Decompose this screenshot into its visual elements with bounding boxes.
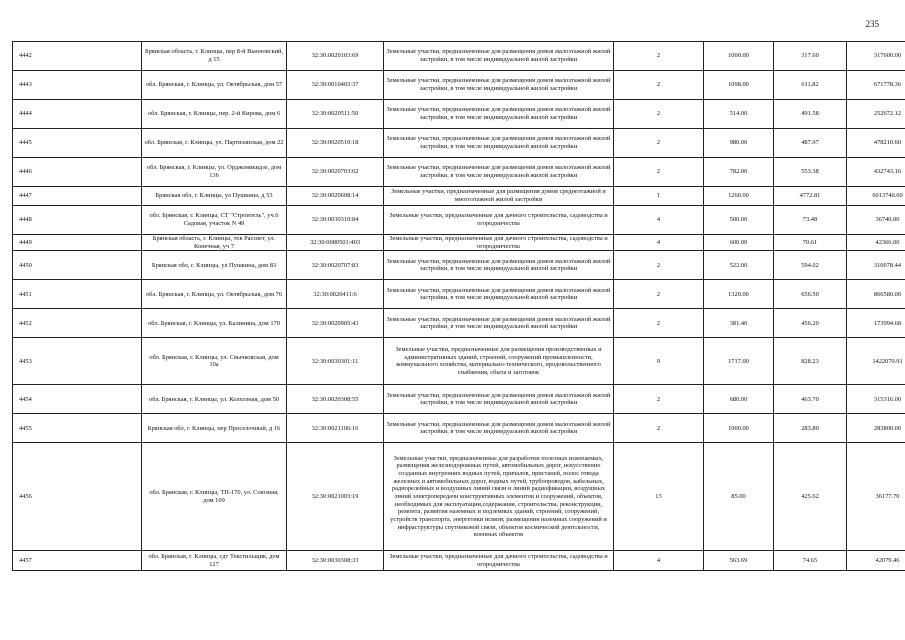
row-area: 600.00: [704, 235, 774, 251]
row-area: 85.00: [704, 443, 774, 551]
row-address: Брянская обл, г. Клинцы, ул Пушкина, д 53: [142, 187, 287, 206]
row-address: обл. Брянская, г. Клинцы, ул. Октябрьская, дом 57: [142, 71, 287, 100]
table-row: [13, 129, 905, 158]
row-cadastral-number: 32:30:0020703:62: [287, 158, 384, 187]
row-use-group: 2: [614, 309, 704, 338]
row-permitted-use: Земельные участки, предназначенные для размещения домов малоэтажной жилой застройки, в том числе индивидуальной жилой застройки: [384, 158, 614, 187]
row-address: обл. Брянская, г. Клинцы, ТП-170, ул. Союзная, дом 109: [142, 443, 287, 551]
row-number: 4445: [13, 129, 142, 158]
row-specific-value: 594.02: [774, 251, 847, 280]
row-permitted-use: Земельные участки, предназначенные для размещения домов малоэтажной жилой застройки, в том числе индивидуальной жилой застройки: [384, 42, 614, 71]
row-permitted-use: Земельные участки, предназначенные для размещения домов малоэтажной жилой застройки, в том числе индивидуальной жилой застройки: [384, 71, 614, 100]
row-use-group: 9: [614, 338, 704, 385]
row-cadastral-number: 32:30:0030308:33: [287, 551, 384, 571]
row-permitted-use: Земельные участки, предназначенные для дачного строительства, садоводства и огородничества: [384, 551, 614, 571]
row-use-group: 4: [614, 551, 704, 571]
row-number: 4451: [13, 280, 142, 309]
row-specific-value: 4772.81: [774, 187, 847, 206]
table-row: [13, 443, 905, 551]
row-use-group: 2: [614, 414, 704, 443]
table-row: [13, 309, 905, 338]
row-cadastral-value: 866580.00: [847, 280, 905, 309]
row-specific-value: 463.70: [774, 385, 847, 414]
row-cadastral-value: 36177.70: [847, 443, 905, 551]
row-cadastral-value: 173994.68: [847, 309, 905, 338]
row-area: 1320.00: [704, 280, 774, 309]
row-cadastral-number: 32:30:0020905:43: [287, 309, 384, 338]
row-permitted-use: Земельные участки, предназначенные для размещения домов малоэтажной жилой застройки, в том числе индивидуальной жилой застройки: [384, 129, 614, 158]
table-row: [13, 42, 905, 71]
row-cadastral-number: 32:30:0030310:84: [287, 206, 384, 235]
row-area: 514.00: [704, 100, 774, 129]
row-address: Брянская область, г. Клинцы, пер 8-й Вьюновский, д 15: [142, 42, 287, 71]
row-permitted-use: Земельные участки, предназначенные для размещения домов малоэтажной жилой застройки, в том числе индивидуальной жилой застройки: [384, 100, 614, 129]
row-specific-value: 487.97: [774, 129, 847, 158]
row-cadastral-number: 32:30:0020103:69: [287, 42, 384, 71]
row-use-group: 2: [614, 100, 704, 129]
row-number: 4449: [13, 235, 142, 251]
row-area: 1000.00: [704, 414, 774, 443]
row-specific-value: 425.62: [774, 443, 847, 551]
row-cadastral-number: 32:30:0020411:6: [287, 280, 384, 309]
row-cadastral-value: 283800.00: [847, 414, 905, 443]
row-permitted-use: Земельные участки, предназначенные для размещения домов малоэтажной жилой застройки, в том числе индивидуальной жилой застройки: [384, 385, 614, 414]
table-row: [13, 251, 905, 280]
row-address: Брянская область, г. Клинцы, тов Рассвет, ул. Конечная, уч 7: [142, 235, 287, 251]
row-area: 680.00: [704, 385, 774, 414]
row-use-group: 2: [614, 280, 704, 309]
row-cadastral-number: 32:30:0010403:37: [287, 71, 384, 100]
row-specific-value: 73.48: [774, 206, 847, 235]
row-number: 4444: [13, 100, 142, 129]
table-row: [13, 414, 905, 443]
table-body: [13, 42, 905, 571]
row-permitted-use: Земельные участки, предназначенные для дачного строительства, садоводства и огородничества: [384, 235, 614, 251]
row-number: 4448: [13, 206, 142, 235]
row-address: Брянская обл, г. Клинцы, пер Проселочный, д 16: [142, 414, 287, 443]
row-use-group: 4: [614, 206, 704, 235]
row-use-group: 13: [614, 443, 704, 551]
row-specific-value: 317.60: [774, 42, 847, 71]
row-area: 381.40: [704, 309, 774, 338]
row-permitted-use: Земельные участки, предназначенные для размещения домов малоэтажной жилой застройки, в том числе индивидуальной жилой застройки: [384, 309, 614, 338]
table-row: [13, 71, 905, 100]
table-row: [13, 385, 905, 414]
row-cadastral-number: 32:30:0020608:14: [287, 187, 384, 206]
row-use-group: 2: [614, 385, 704, 414]
table-row: [13, 338, 905, 385]
row-number: 4456: [13, 443, 142, 551]
row-specific-value: 611.82: [774, 71, 847, 100]
row-permitted-use: Земельные участки, предназначенные для дачного строительства, садоводства и огородничества: [384, 206, 614, 235]
row-permitted-use: Земельные участки, предназначенные для размещения производственных и административных зданий, строений, сооружений промышленности, коммунального хозяйства, материально-технического, продовольственного снабжения, сбыта и заготовок: [384, 338, 614, 385]
row-cadastral-value: 671778.36: [847, 71, 905, 100]
row-cadastral-value: 252672.12: [847, 100, 905, 129]
row-number: 4450: [13, 251, 142, 280]
row-permitted-use: Земельные участки, предназначенные для размещения домов малоэтажной жилой застройки, в том числе индивидуальной жилой застройки: [384, 280, 614, 309]
row-area: 522.00: [704, 251, 774, 280]
row-area: 1260.00: [704, 187, 774, 206]
row-address: обл. Брянская, г. Клинцы, ул. Свычковская, дом 10а: [142, 338, 287, 385]
row-address: обл. Брянская, г. Клинцы, пер. 2-й Кирова, дом 6: [142, 100, 287, 129]
row-specific-value: 656.50: [774, 280, 847, 309]
row-address: обл. Брянская, г. Клинцы, ул. Орджоникидзе, дом 136: [142, 158, 287, 187]
row-cadastral-number: 32:30:0021003:19: [287, 443, 384, 551]
table-row: [13, 206, 905, 235]
row-address: обл. Брянская, г. Клинцы, ул. Октябрьская, дом 76: [142, 280, 287, 309]
table-row: [13, 235, 905, 251]
row-use-group: 4: [614, 235, 704, 251]
row-area: 1000.00: [704, 42, 774, 71]
table-row: [13, 551, 905, 571]
row-area: 1717.00: [704, 338, 774, 385]
row-area: 500.00: [704, 206, 774, 235]
row-number: 4442: [13, 42, 142, 71]
row-cadastral-value: 1422070.91: [847, 338, 905, 385]
row-specific-value: 456.20: [774, 309, 847, 338]
row-number: 4452: [13, 309, 142, 338]
row-specific-value: 828.23: [774, 338, 847, 385]
row-permitted-use: Земельные участки, предназначенные для размещения домов малоэтажной жилой застройки, в том числе индивидуальной жилой застройки: [384, 251, 614, 280]
row-use-group: 2: [614, 71, 704, 100]
row-cadastral-number: 32:30:0020707:83: [287, 251, 384, 280]
row-specific-value: 283.80: [774, 414, 847, 443]
row-specific-value: 553.38: [774, 158, 847, 187]
row-use-group: 1: [614, 187, 704, 206]
row-cadastral-number: 32:30:0080501:403: [287, 235, 384, 251]
row-use-group: 2: [614, 158, 704, 187]
row-address: обл. Брянская, г. Клинцы, ул. Калинина, дом 170: [142, 309, 287, 338]
table-row: [13, 280, 905, 309]
row-permitted-use: Земельные участки, предназначенные для разработки полезных ископаемых, размещения железнодорожных путей, автомобильных дорог, искусственно созданных внутренних водных путей, причалов, пристаней, полос отвода железных и автомобильных дорог, водных путей, трубопроводов, кабельных, радиорелейных и воздушных линий связи и линий радиофикации, воздушных линий электропередачи конструктивных элементов и сооружений, объектов, необходимых для эксплуатации,содержания, строительства, реконструкции, ремонта, развития наземных и подземных зданий, строений, сооружений, устройств транспорта, энергетики исвязи; размещения наземных сооружений и инфраструктуры спутниковой связи, объектов космической деятельности, военных объектов: [384, 443, 614, 551]
row-number: 4446: [13, 158, 142, 187]
row-cadastral-value: 310078.44: [847, 251, 905, 280]
row-number: 4447: [13, 187, 142, 206]
row-area: 1098.00: [704, 71, 774, 100]
row-use-group: 2: [614, 129, 704, 158]
row-cadastral-value: 478210.60: [847, 129, 905, 158]
row-number: 4457: [13, 551, 142, 571]
row-cadastral-number: 32:30:0020308:55: [287, 385, 384, 414]
row-permitted-use: Земельные участки, предназначенные для размещения домов малоэтажной жилой застройки, в том числе индивидуальной жилой застройки: [384, 414, 614, 443]
row-number: 4443: [13, 71, 142, 100]
row-address: обл. Брянская, г. Клинцы, ул. Партизанская, дом 22: [142, 129, 287, 158]
row-cadastral-number: 32:30:0020510:18: [287, 129, 384, 158]
row-cadastral-value: 432743.16: [847, 158, 905, 187]
row-address: обл. Брянская, г. Клинцы, СТ "Строитель", уч.6 Садовая, участок N 49: [142, 206, 287, 235]
row-use-group: 2: [614, 42, 704, 71]
page-number: 235: [865, 19, 879, 29]
row-use-group: 2: [614, 251, 704, 280]
table-row: [13, 158, 905, 187]
row-cadastral-number: 32:30:0021106:16: [287, 414, 384, 443]
row-cadastral-value: 42079.46: [847, 551, 905, 571]
row-address: обл. Брянская, г. Клинцы, сдт Текстильщик, дом 127: [142, 551, 287, 571]
row-specific-value: 491.58: [774, 100, 847, 129]
row-number: 4453: [13, 338, 142, 385]
row-area: 782.00: [704, 158, 774, 187]
row-number: 4455: [13, 414, 142, 443]
row-number: 4454: [13, 385, 142, 414]
row-specific-value: 74.65: [774, 551, 847, 571]
row-cadastral-value: 317600.00: [847, 42, 905, 71]
row-cadastral-value: 315316.00: [847, 385, 905, 414]
table-row: [13, 100, 905, 129]
row-cadastral-value: 6013740.60: [847, 187, 905, 206]
land-register-table: [12, 41, 905, 571]
row-address: обл. Брянская, г. Клинцы, ул. Колхозная, дом 50: [142, 385, 287, 414]
table-row: [13, 187, 905, 206]
row-specific-value: 70.61: [774, 235, 847, 251]
row-area: 980.00: [704, 129, 774, 158]
row-address: Брянская обл, г. Клинцы, ул Пушкина, дом 83: [142, 251, 287, 280]
row-cadastral-number: 32:30:0020511:50: [287, 100, 384, 129]
row-permitted-use: Земельные участки, предназначенные для размещения домов среднеэтажной и многоэтажной жилой застройки: [384, 187, 614, 206]
row-cadastral-value: 36740.00: [847, 206, 905, 235]
row-cadastral-number: 32:30:0030301:11: [287, 338, 384, 385]
row-cadastral-value: 42366.00: [847, 235, 905, 251]
row-area: 563.69: [704, 551, 774, 571]
